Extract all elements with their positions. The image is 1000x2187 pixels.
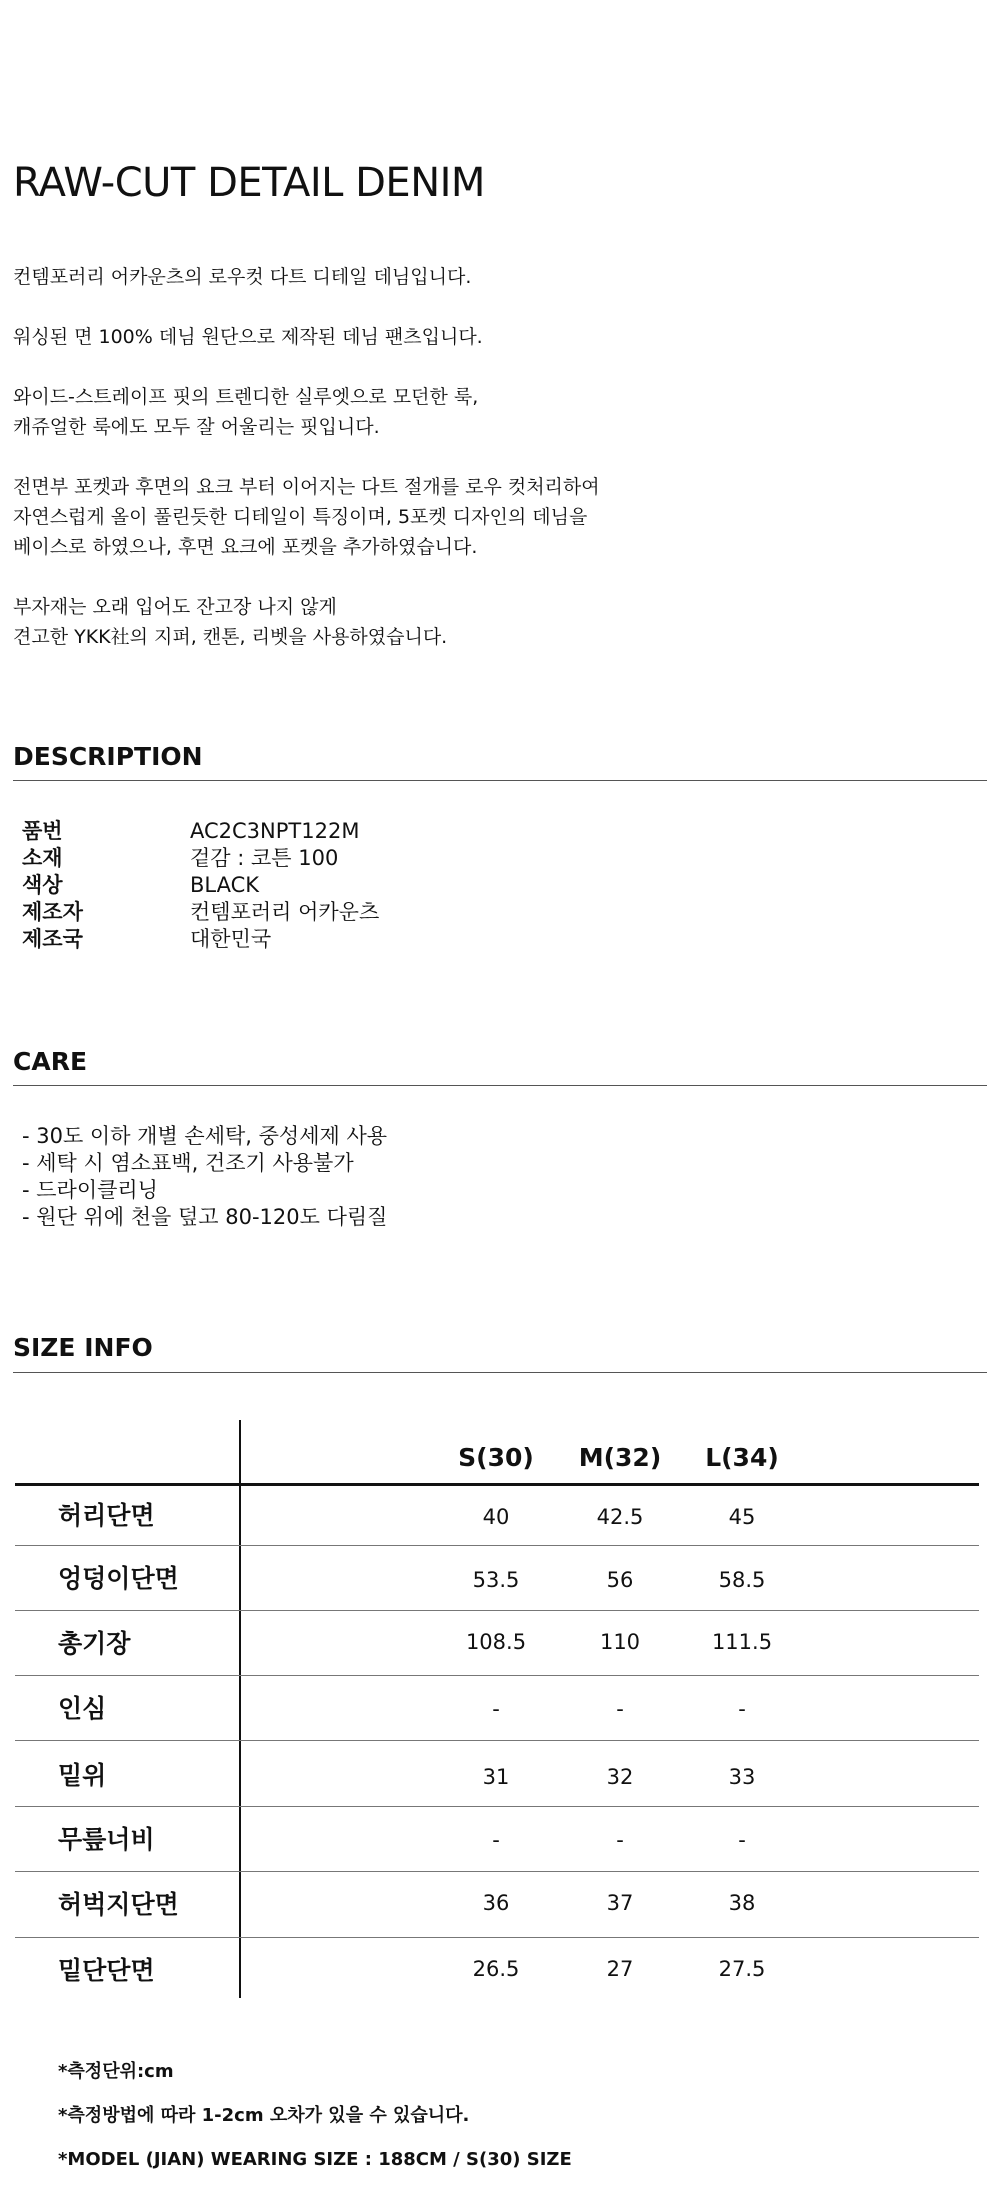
size-cell: 36 [482, 1891, 510, 1915]
care-divider [13, 1085, 987, 1086]
size-cell: - [492, 1828, 500, 1852]
size-cell: 40 [482, 1505, 510, 1529]
intro-paragraph: 컨템포러리 어카운츠의 로우컷 다트 디테일 데님입니다. [13, 266, 472, 288]
description-value: 컨템포러리 어카운츠 [190, 900, 380, 924]
size-row-label: 무릎너비 [58, 1825, 155, 1854]
care-instruction: - 30도 이하 개별 손세탁, 중성세제 사용 [22, 1124, 388, 1148]
size-cell: 45 [728, 1505, 756, 1529]
description-row [22, 818, 359, 845]
description-label: 품번 [22, 819, 63, 843]
description-label: 소재 [22, 846, 63, 870]
size-cell: 38 [728, 1891, 756, 1915]
description-label: 제조자 [22, 900, 83, 924]
description-row [22, 926, 271, 953]
intro-paragraph: 캐쥬얼한 룩에도 모두 잘 어울리는 핏입니다. [13, 416, 380, 438]
size-row-label: 허벅지단면 [58, 1890, 179, 1919]
size-row-label: 총기장 [58, 1629, 131, 1658]
description-value: 겉감 : 코튼 100 [190, 846, 339, 870]
description-heading: DESCRIPTION [13, 742, 203, 771]
size-cell: - [616, 1828, 624, 1852]
size-row-rule [15, 1937, 979, 1938]
intro-paragraph: 와이드-스트레이프 핏의 트렌디한 실루엣으로 모던한 룩, [13, 386, 479, 408]
size-cell: 58.5 [718, 1568, 766, 1592]
care-heading: CARE [13, 1047, 88, 1076]
description-value: 대한민국 [190, 927, 272, 951]
size-row-label: 밑위 [58, 1761, 107, 1790]
size-cell: - [738, 1828, 746, 1852]
size-cell: 108.5 [465, 1630, 527, 1654]
size-row-label: 인심 [58, 1694, 107, 1723]
size-cell: 33 [728, 1765, 756, 1789]
size-cell: 110 [599, 1630, 641, 1654]
size-row-label: 엉덩이단면 [58, 1564, 179, 1593]
size-cell: - [616, 1697, 624, 1721]
size-note: *측정방법에 따라 1-2cm 오차가 있을 수 있습니다. [58, 2105, 470, 2126]
size-note: *측정단위:cm [58, 2061, 174, 2082]
size-table-vertical-line [239, 1420, 241, 1998]
size-cell: 37 [606, 1891, 634, 1915]
product-intro [13, 262, 600, 652]
size-info-heading: SIZE INFO [13, 1333, 153, 1362]
care-instruction: - 드라이클리닝 [22, 1178, 158, 1202]
description-row [22, 872, 259, 899]
size-note: *MODEL (JIAN) WEARING SIZE : 188CM / S(30) SIZE [58, 2149, 572, 2170]
size-column-header: S(30) [458, 1443, 534, 1472]
size-row-rule [15, 1871, 979, 1872]
size-row-rule [15, 1675, 979, 1676]
description-value: AC2C3NPT122M [190, 819, 360, 843]
size-cell: - [492, 1697, 500, 1721]
size-cell: - [738, 1697, 746, 1721]
description-value: BLACK [190, 873, 260, 897]
size-cell: 42.5 [596, 1505, 644, 1529]
description-divider [13, 780, 987, 781]
description-row [22, 899, 379, 926]
intro-paragraph: 전면부 포켓과 후면의 요크 부터 이어지는 다트 절개를 로우 컷처리하여 [13, 476, 600, 498]
size-cell: 111.5 [711, 1630, 773, 1654]
size-info-divider [13, 1372, 987, 1373]
intro-paragraph: 부자재는 오래 입어도 잔고장 나지 않게 [13, 596, 337, 618]
size-row-label: 허리단면 [58, 1501, 155, 1530]
size-row-rule [15, 1806, 979, 1807]
size-cell: 26.5 [472, 1957, 520, 1981]
intro-paragraph: 베이스로 하였으나, 후면 요크에 포켓을 추가하였습니다. [13, 536, 478, 558]
care-instruction: - 세탁 시 염소표백, 건조기 사용불가 [22, 1151, 354, 1175]
size-cell: 56 [606, 1568, 634, 1592]
care-instruction: - 원단 위에 천을 덮고 80-120도 다림질 [22, 1205, 388, 1229]
intro-paragraph: 견고한 YKK社의 지퍼, 캔톤, 리벳을 사용하였습니다. [13, 626, 448, 648]
size-cell: 32 [606, 1765, 634, 1789]
intro-paragraph: 워싱된 면 100% 데님 원단으로 제작된 데님 팬츠입니다. [13, 326, 483, 348]
size-row-label: 밑단단면 [58, 1956, 155, 1985]
product-title: RAW-CUT DETAIL DENIM [13, 160, 485, 206]
intro-paragraph: 자연스럽게 올이 풀린듯한 디테일이 특징이며, 5포켓 디자인의 데님을 [13, 506, 588, 528]
size-cell: 27 [606, 1957, 634, 1981]
size-column-header: M(32) [578, 1443, 662, 1472]
size-cell: 53.5 [472, 1568, 520, 1592]
description-label: 제조국 [22, 927, 83, 951]
size-row-rule [15, 1545, 979, 1546]
size-cell: 31 [482, 1765, 510, 1789]
size-cell: 27.5 [718, 1957, 766, 1981]
description-label: 색상 [22, 873, 63, 897]
size-row-rule [15, 1610, 979, 1611]
size-table-header-rule [15, 1483, 979, 1486]
size-column-header: L(34) [705, 1443, 779, 1472]
description-row [22, 845, 338, 872]
size-row-rule [15, 1740, 979, 1741]
